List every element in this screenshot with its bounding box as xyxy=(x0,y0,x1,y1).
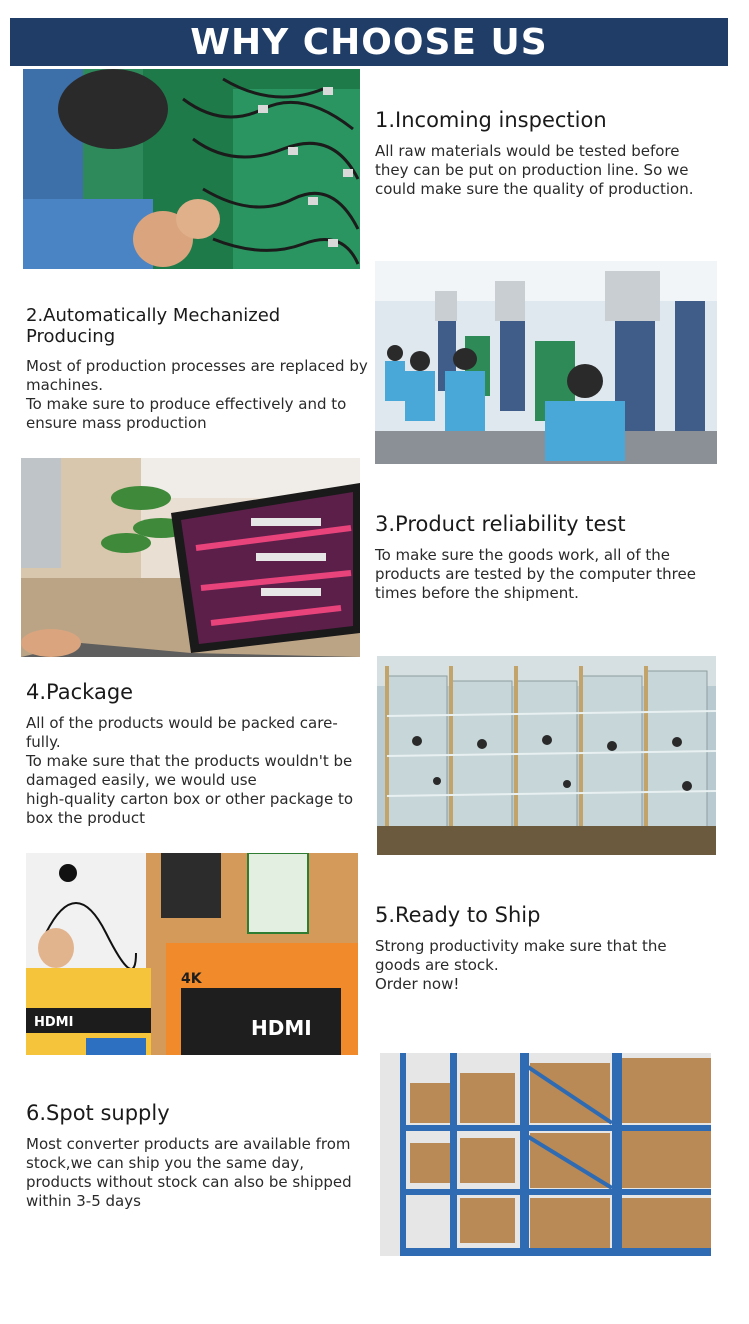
section-title: 1.Incoming inspection xyxy=(375,108,607,132)
section-title: 5.Ready to Ship xyxy=(375,903,541,927)
section-mechanized-producing xyxy=(26,305,371,433)
reliability-test-photo xyxy=(21,458,360,657)
section-body: To make sure the goods work, all of the products are tested by the computer three times before the shipment. xyxy=(375,546,696,602)
section-body: Most converter products are available from stock,we can ship you the same day, products without stock can also be shipped within 3-5 days xyxy=(26,1135,352,1210)
hdmi-label-large: HDMI xyxy=(251,1016,312,1040)
page-title: WHY CHOOSE US xyxy=(190,21,548,63)
package-photo xyxy=(26,853,358,1055)
section-title: 3.Product reliability test xyxy=(375,512,626,536)
section-reliability-test xyxy=(375,512,710,603)
section-package xyxy=(26,680,361,828)
section-ready-to-ship xyxy=(375,903,710,994)
section-body: Strong productivity make sure that the goods are stock. Order now! xyxy=(375,937,667,993)
hdmi-label-small: HDMI xyxy=(34,1015,74,1030)
badge-4k: 4K xyxy=(181,971,202,987)
section-title: 6.Spot supply xyxy=(26,1101,170,1125)
section-title: 2.Automatically Mechanized Producing xyxy=(26,305,281,347)
production-photo xyxy=(375,261,717,464)
page-header xyxy=(10,18,728,66)
section-incoming-inspection xyxy=(375,108,710,199)
section-body: All raw materials would be tested before they can be put on production line. So we could make sure the quality of production. xyxy=(375,142,694,198)
inspection-photo xyxy=(23,69,360,269)
section-spot-supply xyxy=(26,1101,361,1211)
section-body: All of the products would be packed care- fully. To make sure that the products wouldn't be damaged easily, we would use high-quality carton box or other package to box the product xyxy=(26,714,354,827)
section-title: 4.Package xyxy=(26,680,134,704)
showroom-photo xyxy=(377,656,716,855)
warehouse-photo xyxy=(380,1053,711,1256)
section-body: Most of production processes are replaced by machines. To make sure to produce effectively and to ensure mass production xyxy=(26,357,368,432)
